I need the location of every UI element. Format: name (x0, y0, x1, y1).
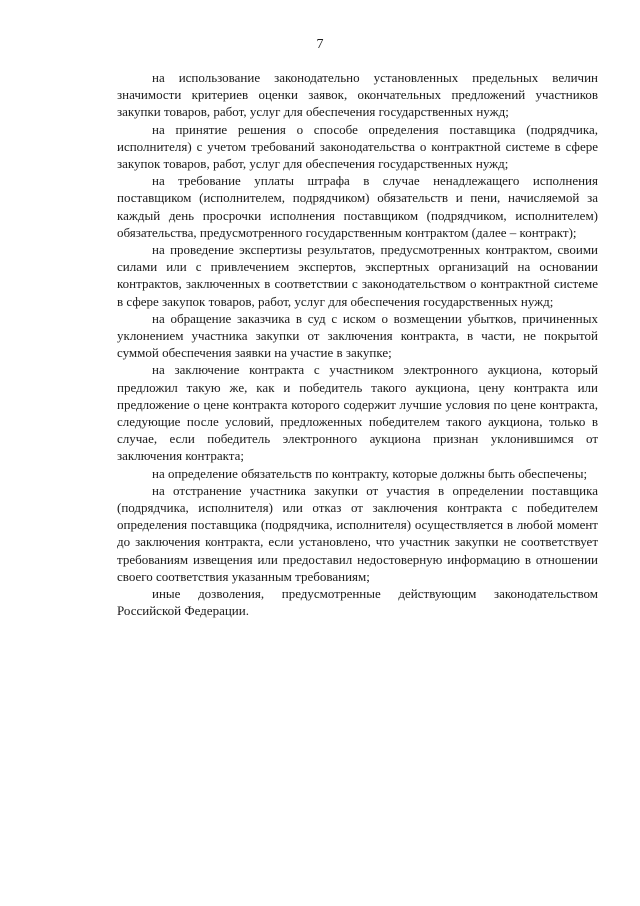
paragraph: на определение обязательств по контракту, которые должны быть обеспечены; (152, 465, 588, 481)
paragraph: на отстранение участника закупки от участия в определении поставщика (подрядчика, исполнителя) или отказ от заключения контракта с победителем определения поставщика (подрядчика, исполнителя) осуществляется в любой момент до заключения контракта, если установлено, что участник закупки не соответствует требованиям извещения или предоставил недостоверную информацию в отношении своего соответствия указанным требованиям; (117, 482, 598, 584)
paragraph: на требование уплаты штрафа в случае ненадлежащего исполнения поставщиком (исполнителем, подрядчиком) обязательств и пени, начисляемой за каждый день просрочки исполнения поставщиком (подрядчиком, исполнителем) обязательства, предусмотренного государственным контрактом (далее – контракт); (117, 173, 598, 240)
paragraph: на использование законодательно установленных предельных величин значимости критериев оценки заявок, окончательных предложений участников закупки товаров, работ, услуг для обеспечения государственных нужд; (117, 70, 598, 120)
document-body (117, 69, 598, 620)
paragraph: иные дозволения, предусмотренные действующим законодательством Российской Федерации. (117, 586, 598, 619)
paragraph: на заключение контракта с участником электронного аукциона, который предложил такую же, как и победитель такого аукциона, цену контракта или предложение о цене контракта которого содержит лучшие условия по цене контракта, следующие после условий, предложенных победителем такого аукциона, только в случае, если победитель электронного аукциона признан уклонившимся от заключения контракта; (117, 362, 598, 464)
paragraph: на обращение заказчика в суд с иском о возмещении убытков, причиненных уклонением участника закупки от заключения контракта, в части, не покрытой суммой обеспечения заявки на участие в закупке; (117, 310, 598, 361)
page-number: 7 (316, 37, 324, 52)
paragraph: на проведение экспертизы результатов, предусмотренных контрактом, своими силами или с привлечением экспертов, экспертных организаций на основании контрактов, заключенных в соответствии с законодательством о контрактной системе в сфере закупок товаров, работ, услуг для обеспечения государственных нужд; (117, 242, 598, 309)
paragraph: на принятие решения о способе определения поставщика (подрядчика, исполнителя) с учетом требований законодательства о контрактной системе в сфере закупок товаров, работ, услуг для обеспечения государственных нужд; (117, 121, 598, 172)
